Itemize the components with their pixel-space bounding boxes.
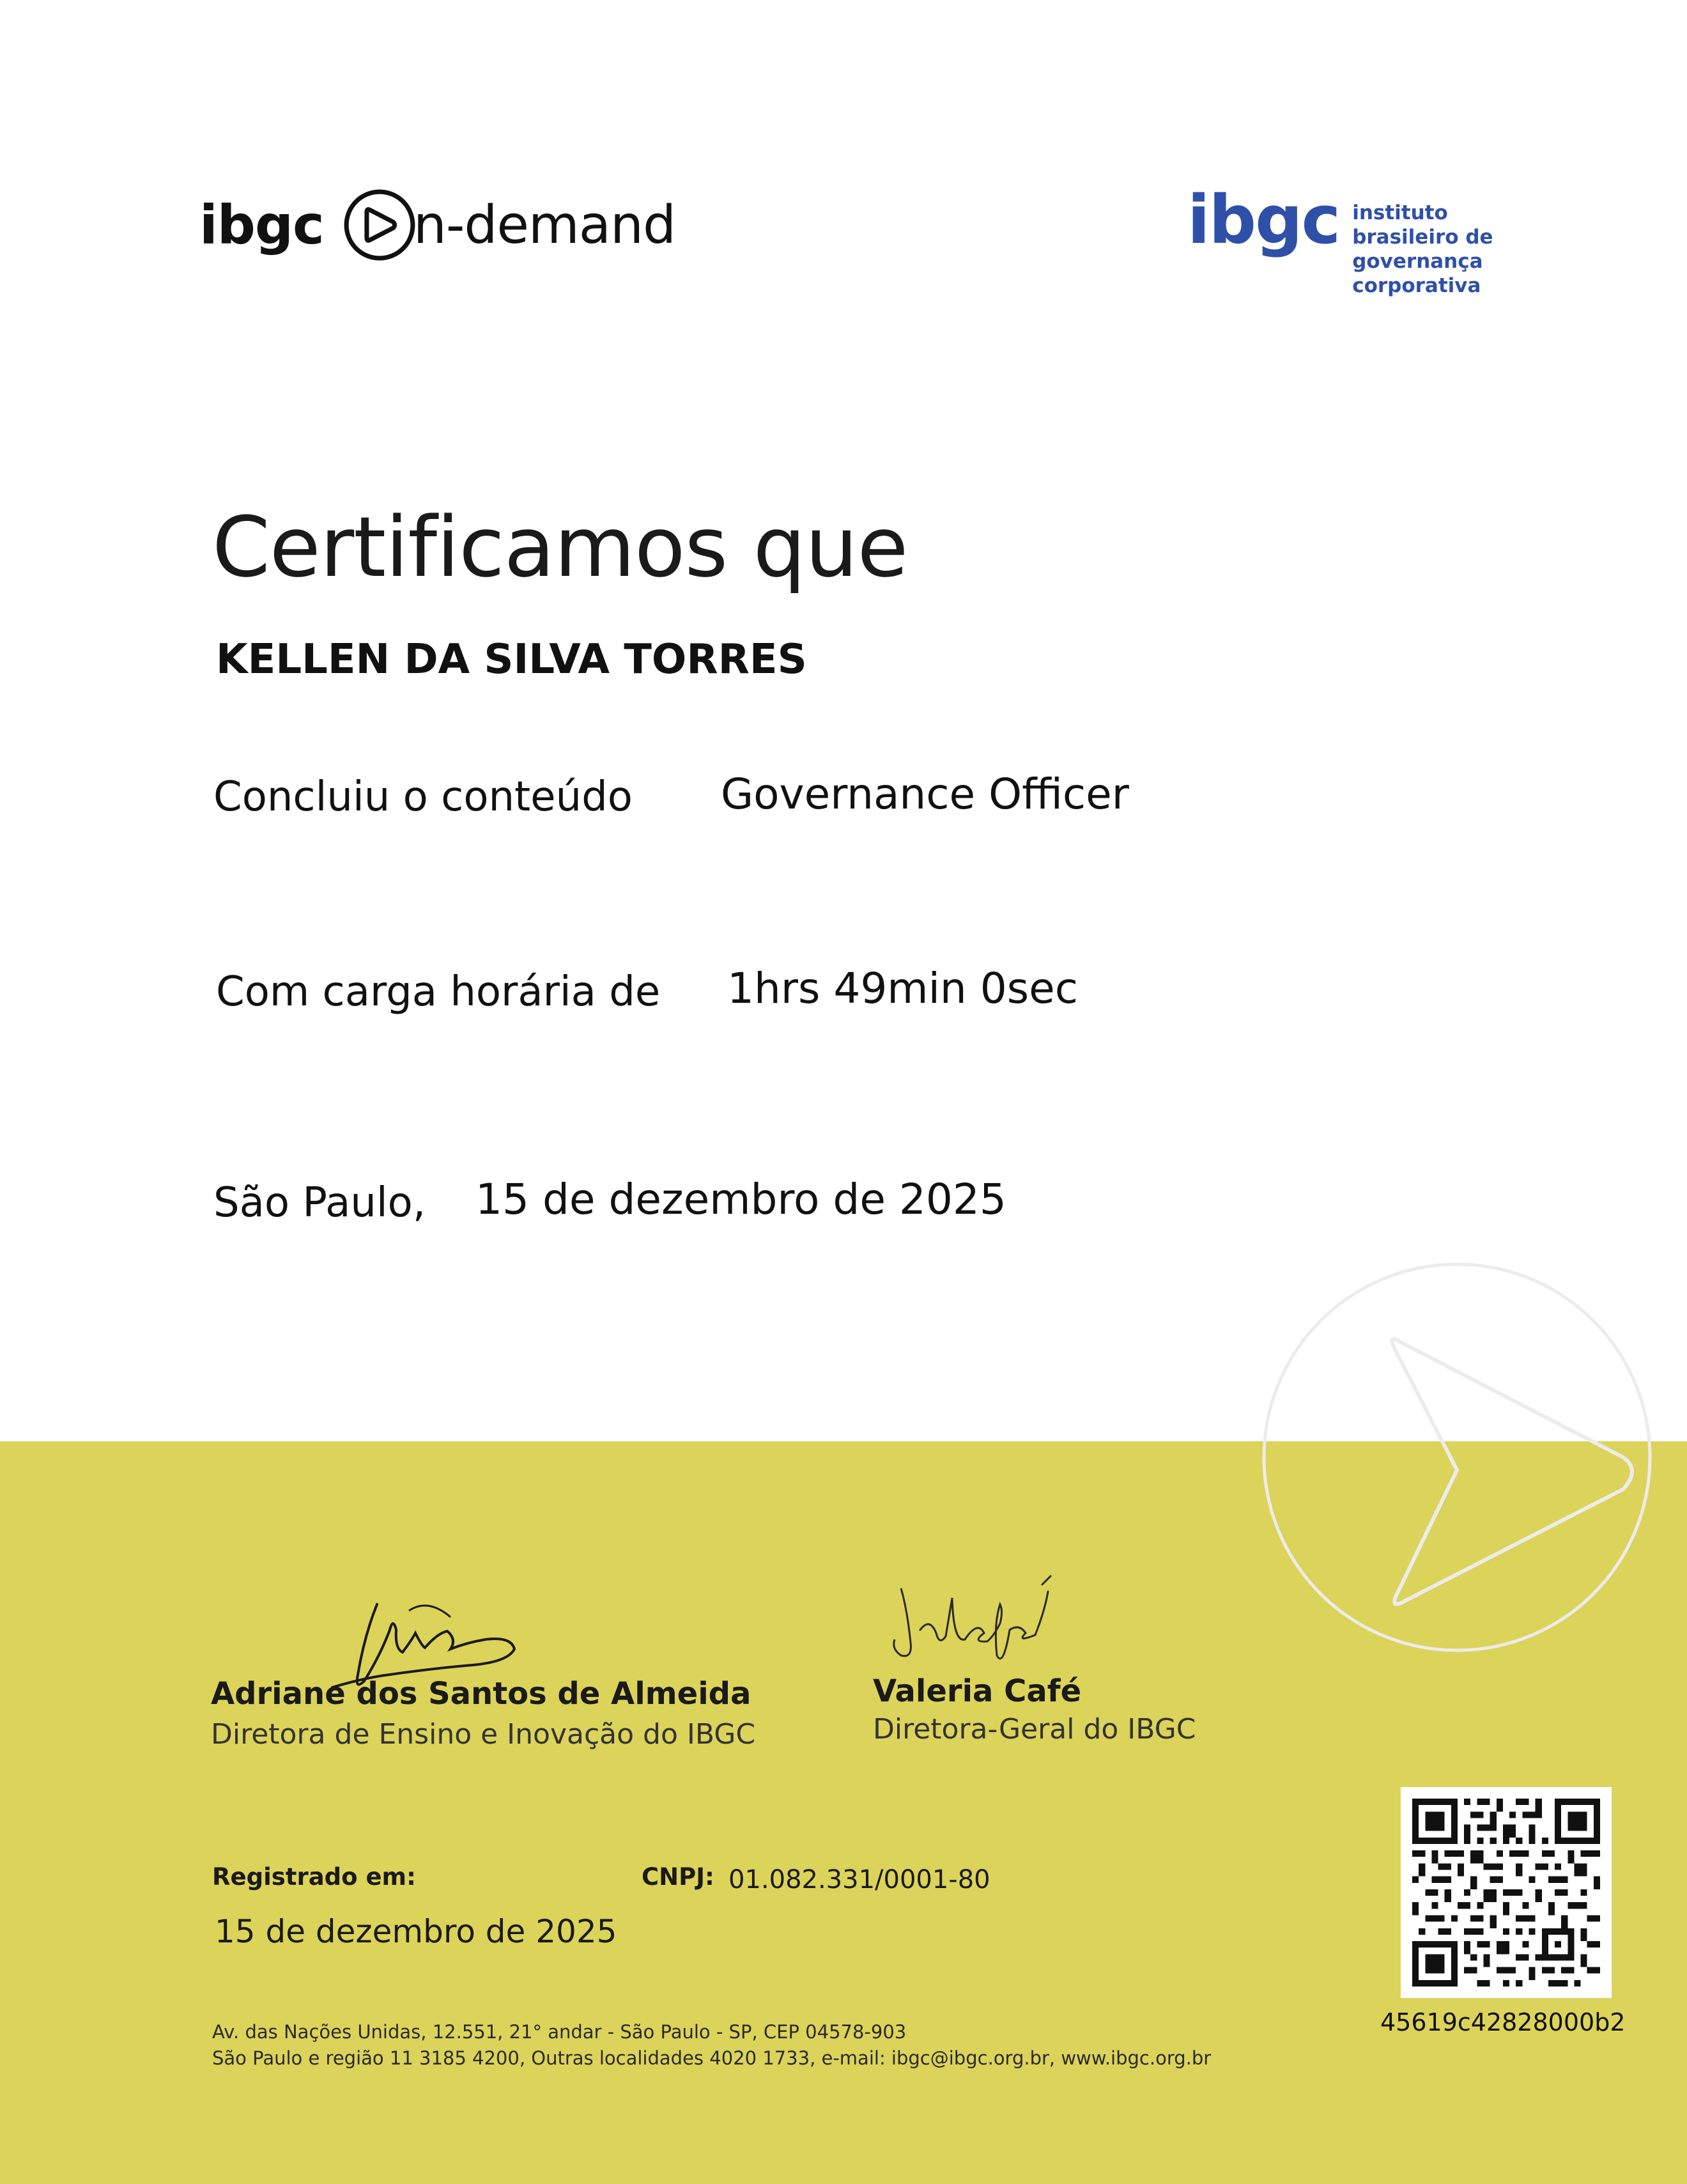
footer-address: Av. das Nações Unidas, 12.551, 21° andar - São Paulo - SP, CEP 04578-903 (212, 2021, 907, 2043)
content-value: Governance Officer (721, 770, 1129, 819)
decorative-play-icon (1214, 1214, 1687, 1700)
signatory-role: Diretora-Geral do IBGC (873, 1713, 1196, 1746)
ondemand-logo-suffix: n-demand (413, 194, 676, 256)
signatory-name: Adriane dos Santos de Almeida (211, 1676, 751, 1712)
footer-contact: São Paulo e região 11 3185 4200, Outras localidades 4020 1733, e-mail: ibgc@ibgc.org.br, www.ibgc.org.br (212, 2047, 1212, 2069)
tagline-line: instituto (1352, 201, 1448, 224)
play-circle-icon (342, 187, 417, 263)
content-label: Concluiu o conteúdo (213, 773, 633, 821)
qr-code (1412, 1799, 1600, 1987)
ibgc-institute-logo (1187, 181, 1493, 298)
cnpj-label: CNPJ: (642, 1863, 714, 1891)
ondemand-logo-word: ibgc (199, 194, 324, 256)
tagline-line: corporativa (1352, 274, 1481, 297)
workload-label: Com carga horária de (216, 968, 661, 1016)
recipient-name: KELLEN DA SILVA TORRES (216, 636, 807, 683)
workload-value: 1hrs 49min 0sec (727, 964, 1079, 1013)
certificate-heading: Certificamos que (212, 499, 908, 596)
signatory-role: Diretora de Ensino e Inovação do IBGC (211, 1718, 756, 1751)
tagline-line: brasileiro de (1352, 226, 1493, 249)
signature-valeria (882, 1572, 1086, 1681)
signatory-name: Valeria Café (873, 1673, 1082, 1709)
registered-label: Registrado em: (212, 1863, 416, 1891)
ibgc-logo-word: ibgc (1187, 181, 1340, 259)
tagline-line: governança (1352, 250, 1483, 273)
ibgc-tagline (1352, 201, 1493, 298)
qr-code-id: 45619c42828000b2 (1380, 2008, 1626, 2036)
cnpj-value: 01.082.331/0001-80 (728, 1865, 990, 1894)
registered-date: 15 de dezembro de 2025 (215, 1913, 617, 1950)
issue-date: 15 de dezembro de 2025 (475, 1175, 1006, 1224)
ibgc-ondemand-logo (199, 187, 675, 263)
qr-code-box (1401, 1787, 1612, 1998)
place-label: São Paulo, (213, 1179, 426, 1227)
